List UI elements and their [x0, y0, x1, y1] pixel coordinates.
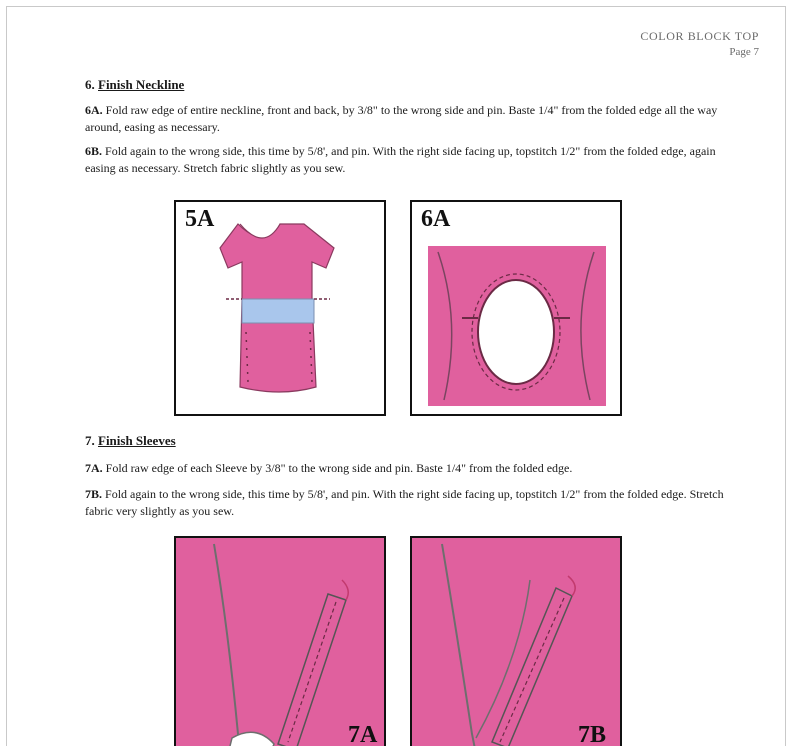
step-6b-text: Fold again to the wrong side, this time by 5/8', and pin. With the right side facing up, topstitch 1/2" from the folded edge, again easing as necessary. Stretch fabric slightly as you sew. [85, 144, 716, 175]
neck-opening [478, 280, 554, 384]
step-6a [85, 102, 725, 136]
figure-7a [174, 536, 386, 746]
section-6-title: Finish Neckline [98, 77, 185, 92]
figure-7a-illustration [176, 538, 384, 746]
step-6b [85, 143, 725, 177]
step-7b-label: 7B. [85, 487, 103, 501]
step-7a-label: 7A. [85, 461, 103, 475]
document-title: COLOR BLOCK TOP [640, 29, 759, 43]
color-band [242, 299, 314, 323]
step-7a-text: Fold raw edge of each Sleeve by 3/8" to the wrong side and pin. Baste 1/4" from the folded edge. [102, 461, 573, 475]
step-7b-text: Fold again to the wrong side, this time by 5/8', and pin. With the right side facing up, topstitch 1/2" from the folded edge. Stretch fabric very slightly as you sew. [85, 487, 724, 518]
figure-7a-label: 7A [348, 722, 378, 746]
page-number: Page 7 [729, 46, 759, 58]
fabric-swatch [176, 538, 384, 746]
step-6b-label: 6B. [85, 144, 103, 158]
figure-6a-illustration [412, 202, 620, 414]
section-7-number: 7. [85, 433, 95, 448]
figure-5a-illustration [176, 202, 384, 414]
figure-6a-label: 6A [421, 206, 451, 232]
section-7-heading [85, 433, 725, 449]
step-7a [85, 460, 725, 477]
step-6a-label: 6A. [85, 103, 103, 117]
figure-5a-label: 5A [185, 206, 215, 232]
figure-7b-illustration [412, 538, 620, 746]
step-7b [85, 486, 725, 520]
section-7-title: Finish Sleeves [98, 433, 176, 448]
section-7 [85, 433, 725, 520]
figure-7b [410, 536, 622, 746]
figure-6a [410, 200, 622, 416]
section-6 [85, 77, 725, 177]
document-page [6, 6, 786, 746]
section-6-number: 6. [85, 77, 95, 92]
figure-5a [174, 200, 386, 416]
section-6-heading [85, 77, 725, 93]
step-6a-text: Fold raw edge of entire neckline, front and back, by 3/8" to the wrong side and pin. Baste 1/4" from the folded edge all the way around, easing as necessary. [85, 103, 718, 134]
page-header [640, 29, 759, 58]
figure-7b-label: 7B [578, 722, 607, 746]
